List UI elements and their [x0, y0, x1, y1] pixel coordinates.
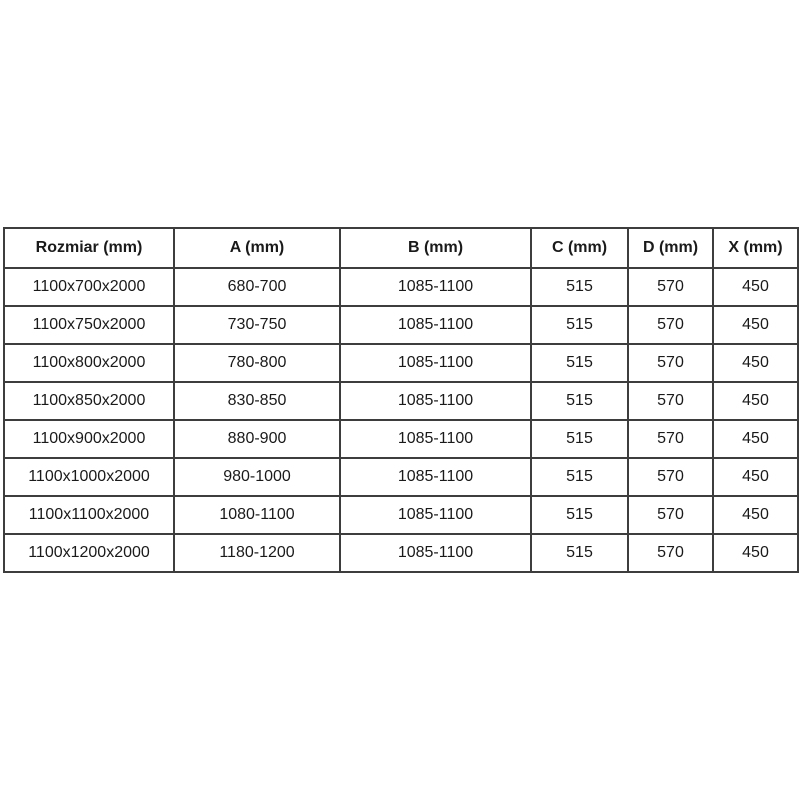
table-header-row: [4, 228, 798, 268]
table-cell: 450: [713, 382, 798, 420]
table-cell: 450: [713, 458, 798, 496]
table-row: [4, 306, 798, 344]
table-row: [4, 458, 798, 496]
table-cell: 1085-1100: [340, 306, 531, 344]
table-cell: 1100x800x2000: [4, 344, 174, 382]
table-cell: 680-700: [174, 268, 340, 306]
table-cell: 780-800: [174, 344, 340, 382]
table-cell: 1100x1000x2000: [4, 458, 174, 496]
table-cell: 1085-1100: [340, 268, 531, 306]
table-row: [4, 534, 798, 572]
column-header-2: B (mm): [340, 228, 531, 268]
column-header-3: C (mm): [531, 228, 628, 268]
table-cell: 1100x1100x2000: [4, 496, 174, 534]
table-cell: 1085-1100: [340, 458, 531, 496]
table-cell: 1080-1100: [174, 496, 340, 534]
table-cell: 570: [628, 268, 713, 306]
table-cell: 730-750: [174, 306, 340, 344]
table-cell: 1100x700x2000: [4, 268, 174, 306]
table-cell: 515: [531, 306, 628, 344]
table-cell: 515: [531, 268, 628, 306]
table-cell: 1100x750x2000: [4, 306, 174, 344]
table-cell: 515: [531, 534, 628, 572]
table-header: [4, 228, 798, 268]
dimensions-table: [3, 227, 799, 573]
table-cell: 450: [713, 420, 798, 458]
table-cell: 450: [713, 344, 798, 382]
table-cell: 515: [531, 458, 628, 496]
table-cell: 570: [628, 382, 713, 420]
table-cell: 1085-1100: [340, 496, 531, 534]
table-cell: 1100x850x2000: [4, 382, 174, 420]
table-row: [4, 268, 798, 306]
table-cell: 570: [628, 306, 713, 344]
table-cell: 515: [531, 344, 628, 382]
column-header-0: Rozmiar (mm): [4, 228, 174, 268]
table-row: [4, 496, 798, 534]
table-cell: 570: [628, 496, 713, 534]
table-cell: 830-850: [174, 382, 340, 420]
table-cell: 1180-1200: [174, 534, 340, 572]
table-row: [4, 382, 798, 420]
table-cell: 570: [628, 534, 713, 572]
table-cell: 570: [628, 458, 713, 496]
dimensions-table-container: [3, 227, 797, 573]
table-body: [4, 268, 798, 572]
table-cell: 570: [628, 420, 713, 458]
table-cell: 1085-1100: [340, 534, 531, 572]
column-header-1: A (mm): [174, 228, 340, 268]
table-cell: 450: [713, 306, 798, 344]
table-cell: 980-1000: [174, 458, 340, 496]
table-cell: 515: [531, 420, 628, 458]
table-cell: 515: [531, 382, 628, 420]
table-cell: 450: [713, 268, 798, 306]
table-cell: 450: [713, 534, 798, 572]
column-header-4: D (mm): [628, 228, 713, 268]
table-cell: 880-900: [174, 420, 340, 458]
table-cell: 1085-1100: [340, 420, 531, 458]
table-cell: 570: [628, 344, 713, 382]
table-cell: 1085-1100: [340, 382, 531, 420]
table-row: [4, 344, 798, 382]
table-cell: 1100x1200x2000: [4, 534, 174, 572]
table-row: [4, 420, 798, 458]
table-cell: 1100x900x2000: [4, 420, 174, 458]
table-cell: 450: [713, 496, 798, 534]
column-header-5: X (mm): [713, 228, 798, 268]
table-cell: 1085-1100: [340, 344, 531, 382]
table-cell: 515: [531, 496, 628, 534]
